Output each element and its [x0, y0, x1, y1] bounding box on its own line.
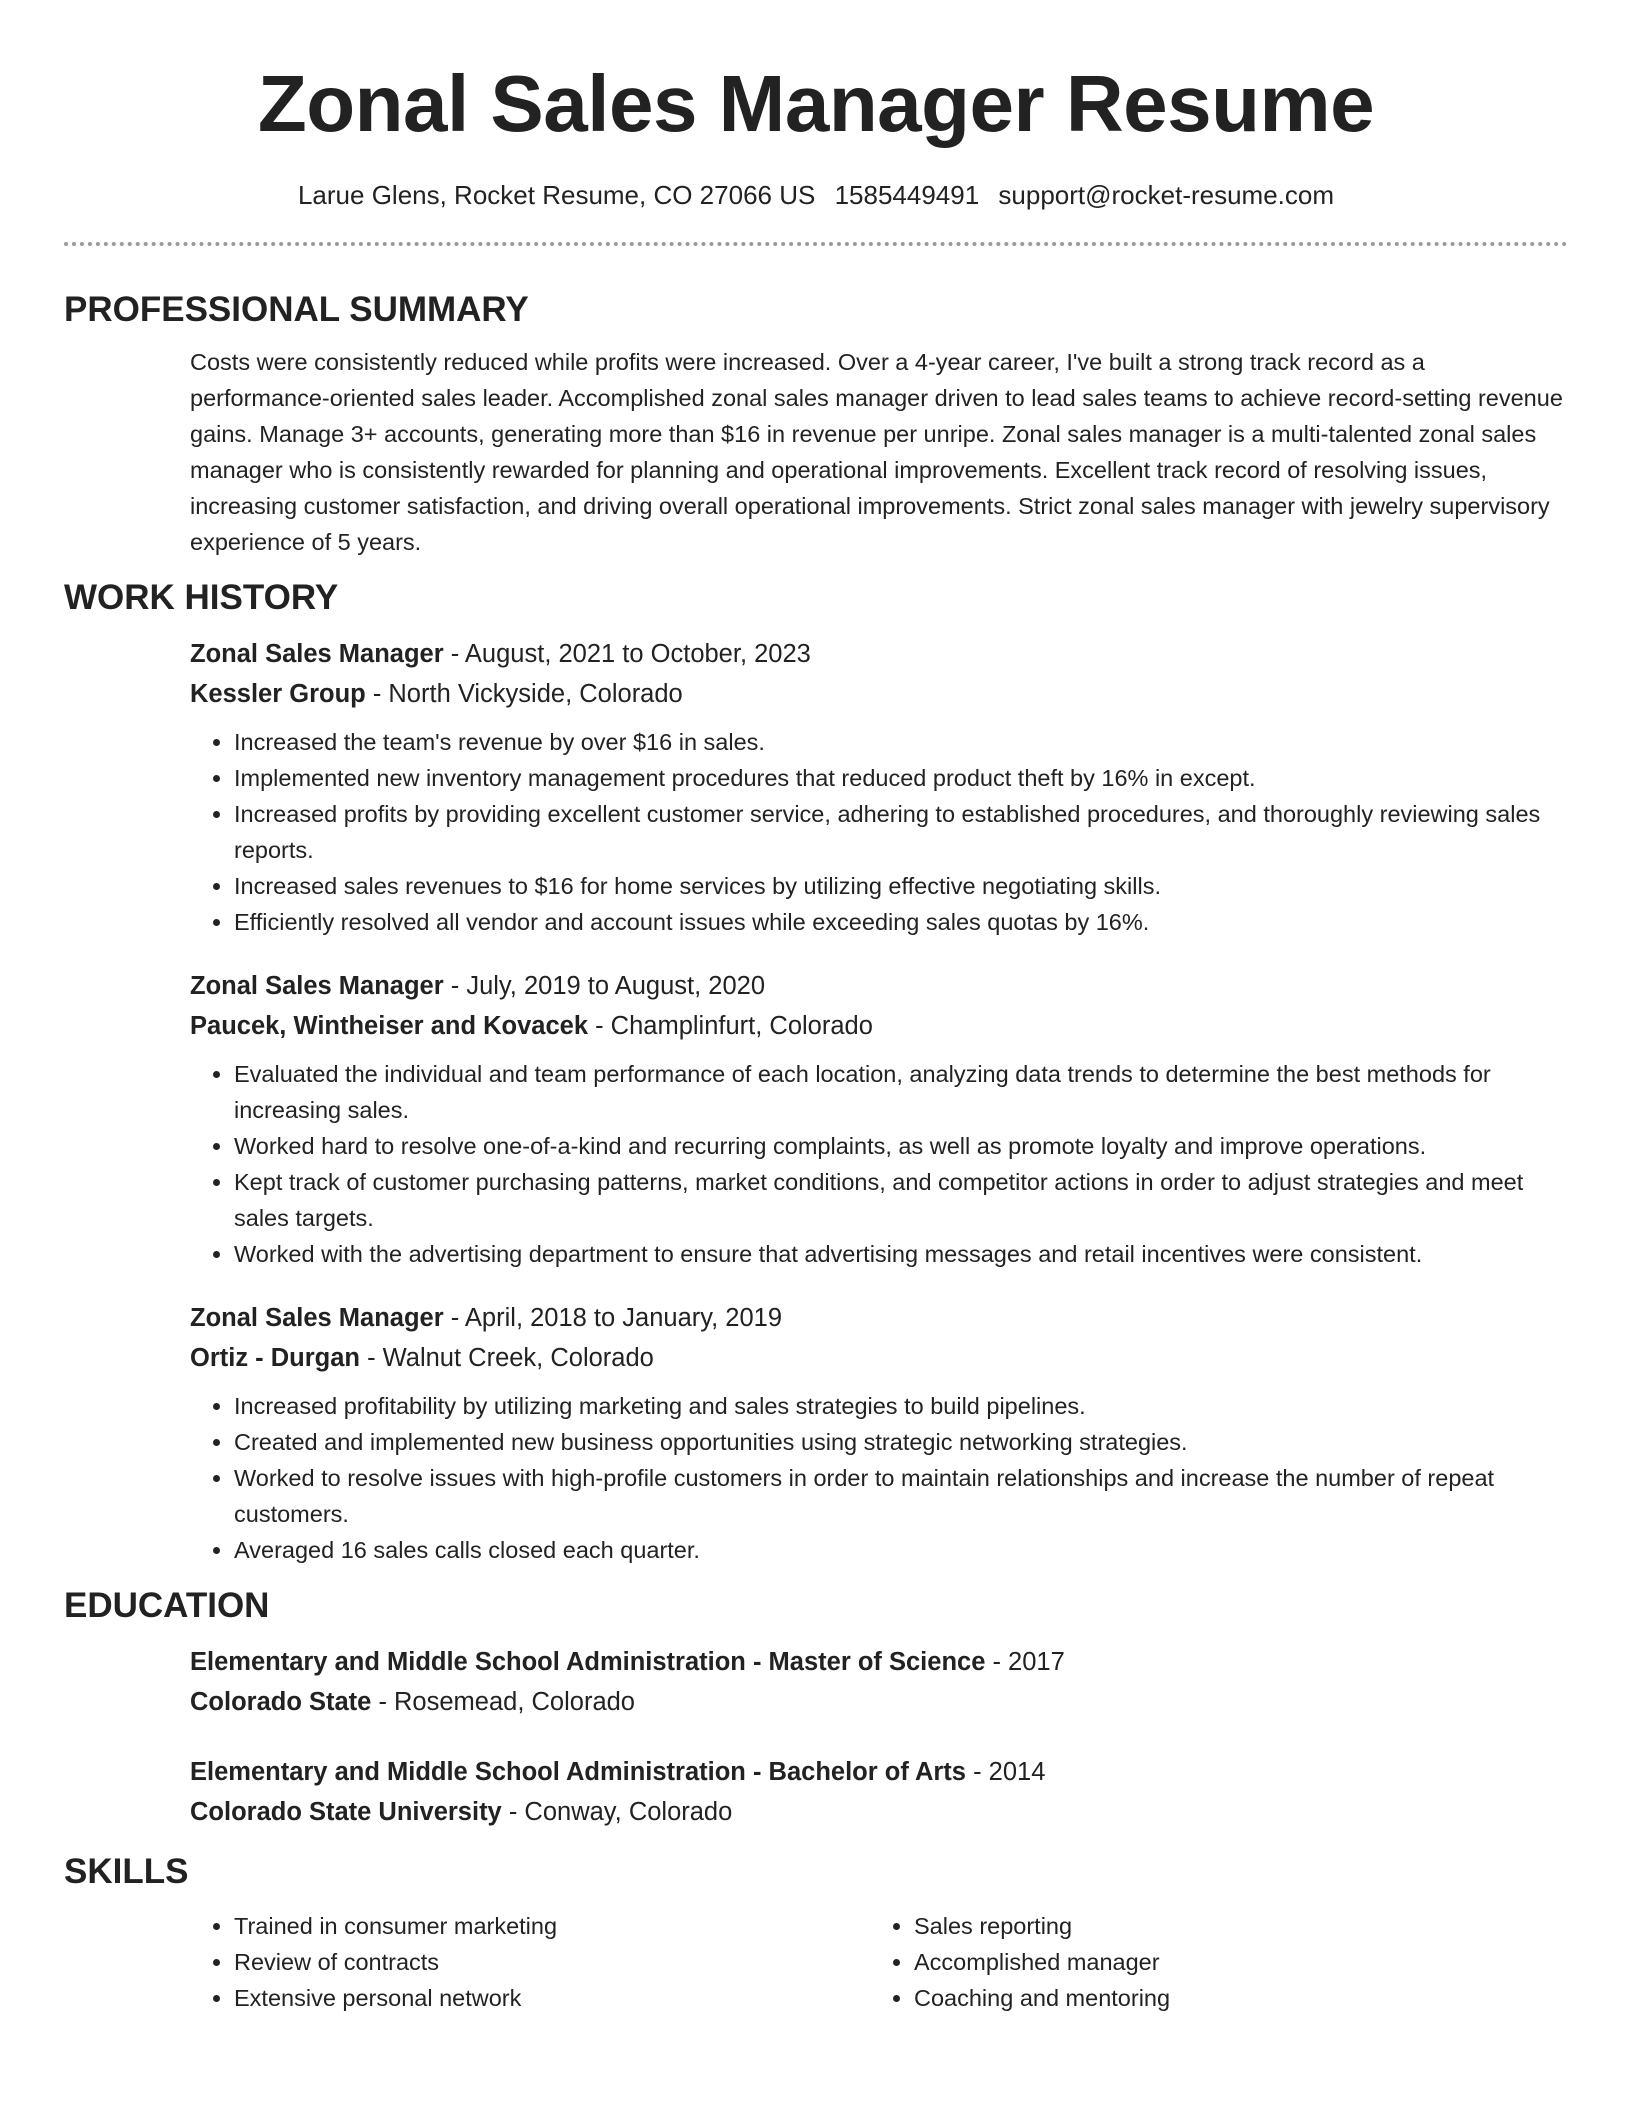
skills-column-right [870, 1908, 1550, 2016]
skill-item: • Extensive personal network [234, 1980, 870, 2016]
job-title-line [190, 1298, 1568, 1338]
degree-name: Elementary and Middle School Administration - Master of Science [190, 1648, 986, 1676]
skills-section [190, 1908, 1568, 2016]
education-entry [190, 1752, 1568, 1832]
degree-year: - 2017 [985, 1648, 1065, 1676]
job-bullet: • Efficiently resolved all vendor and account issues while exceeding sales quotas by 16%. [234, 904, 1568, 940]
skill-item: • Trained in consumer marketing [234, 1908, 870, 1944]
work-history-section [190, 634, 1568, 1568]
job-bullets [190, 1056, 1568, 1272]
job-company: Kessler Group [190, 680, 366, 708]
degree-line [190, 1642, 1568, 1682]
school-location: - Conway, Colorado [501, 1798, 733, 1826]
skills-list [870, 1908, 1550, 2016]
job-entry [190, 634, 1568, 940]
summary-text: Costs were consistently reduced while profits were increased. Over a 4-year career, I've built a strong track record as a performance-oriented sales leader. Accomplished zonal sales manager driven to lead sales teams to achieve record-setting revenue gains. Manage 3+ accounts, generating more than $16 in revenue per unripe. Zonal sales manager is a multi-talented zonal sales manager who is consistently rewarded for planning and operational improvements. Excellent track record of resolving issues, increasing customer satisfaction, and driving overall operational improvements. Strict zonal sales manager with jewelry supervisory experience of 5 years. [190, 349, 1563, 555]
school-name: Colorado State University [190, 1798, 502, 1826]
job-entry [190, 966, 1568, 1272]
job-bullet: • Worked hard to resolve one-of-a-kind and recurring complaints, as well as promote loyalty and improve operations. [234, 1128, 1568, 1164]
skill-item: • Accomplished manager [914, 1944, 1550, 1980]
job-entry [190, 1298, 1568, 1568]
contact-line [64, 178, 1568, 212]
contact-phone: 1585449491 [834, 180, 980, 210]
job-company-line [190, 1006, 1568, 1046]
job-title-line [190, 634, 1568, 674]
job-location: - North Vickyside, Colorado [365, 680, 683, 708]
job-bullet: • Created and implemented new business opportunities using strategic networking strategies. [234, 1424, 1568, 1460]
skill-item: • Sales reporting [914, 1908, 1550, 1944]
school-location: - Rosemead, Colorado [371, 1688, 635, 1716]
skills-list [190, 1908, 870, 2016]
skills-column-left [190, 1908, 870, 2016]
job-bullet: • Evaluated the individual and team performance of each location, analyzing data trends to determine the best methods for increasing sales. [234, 1056, 1568, 1128]
page-title: Zonal Sales Manager Resume [257, 59, 1375, 148]
summary-heading: PROFESSIONAL SUMMARY [64, 290, 529, 329]
job-title: Zonal Sales Manager [190, 640, 444, 668]
skills-heading: SKILLS [64, 1852, 189, 1891]
job-bullet: • Increased sales revenues to $16 for home services by utilizing effective negotiating skills. [234, 868, 1568, 904]
degree-name: Elementary and Middle School Administration - Bachelor of Arts [190, 1758, 966, 1786]
degree-line [190, 1752, 1568, 1792]
job-company: Paucek, Wintheiser and Kovacek [190, 1012, 589, 1040]
job-bullet: • Worked with the advertising department to ensure that advertising messages and retail incentives were consistent. [234, 1236, 1568, 1272]
education-heading: EDUCATION [64, 1586, 270, 1625]
school-line [190, 1682, 1568, 1722]
job-dates: - August, 2021 to October, 2023 [443, 640, 811, 668]
education-entry [190, 1642, 1568, 1722]
job-bullet: • Increased the team's revenue by over $16 in sales. [234, 724, 1568, 760]
job-dates: - July, 2019 to August, 2020 [443, 972, 765, 1000]
job-bullets [190, 1388, 1568, 1568]
job-bullet: • Worked to resolve issues with high-profile customers in order to maintain relationships and increase the number of repeat customers. [234, 1460, 1568, 1532]
school-line [190, 1792, 1568, 1832]
education-section [190, 1642, 1568, 1832]
job-location: - Walnut Creek, Colorado [360, 1344, 654, 1372]
job-bullet: • Averaged 16 sales calls closed each quarter. [234, 1532, 1568, 1568]
job-title-line [190, 966, 1568, 1006]
job-company-line [190, 1338, 1568, 1378]
contact-email: support@rocket-resume.com [998, 180, 1335, 210]
contact-address: Larue Glens, Rocket Resume, CO 27066 US [297, 180, 816, 210]
job-dates: - April, 2018 to January, 2019 [443, 1304, 782, 1332]
work-history-heading: WORK HISTORY [64, 578, 339, 617]
header-divider [64, 242, 1568, 246]
job-bullets [190, 724, 1568, 940]
job-company-line [190, 674, 1568, 714]
skill-item: • Review of contracts [234, 1944, 870, 1980]
job-title: Zonal Sales Manager [190, 972, 444, 1000]
job-title: Zonal Sales Manager [190, 1304, 444, 1332]
job-bullet: • Kept track of customer purchasing patterns, market conditions, and competitor actions in order to adjust strategies and meet sales targets. [234, 1164, 1568, 1236]
school-name: Colorado State [190, 1688, 372, 1716]
degree-year: - 2014 [965, 1758, 1046, 1786]
summary-section [190, 344, 1568, 560]
job-location: - Champlinfurt, Colorado [588, 1012, 873, 1040]
job-company: Ortiz - Durgan [190, 1344, 360, 1372]
job-bullet: • Increased profitability by utilizing marketing and sales strategies to build pipelines. [234, 1388, 1568, 1424]
job-bullet: • Increased profits by providing excellent customer service, adhering to established procedures, and thoroughly reviewing sales reports. [234, 796, 1568, 868]
job-bullet: • Implemented new inventory management procedures that reduced product theft by 16% in except. [234, 760, 1568, 796]
skill-item: • Coaching and mentoring [914, 1980, 1550, 2016]
